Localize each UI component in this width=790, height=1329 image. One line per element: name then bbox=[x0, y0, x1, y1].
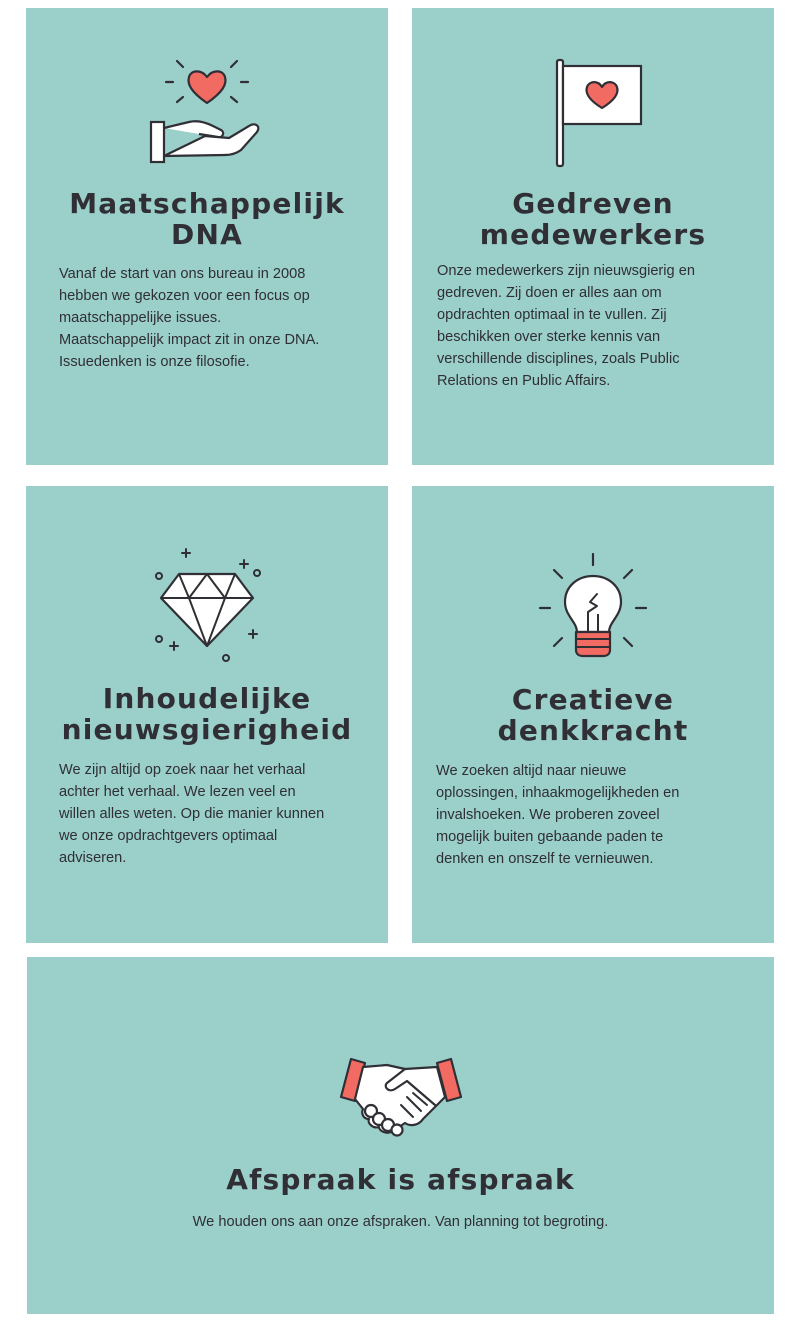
card-text: We zoeken altijd naar nieuwe oplossingen, inhaakmogelijkheden en invalshoeken. We proberen zoveel mogelijk buiten gebaande paden te denken en onszelf te vernieuwen. bbox=[436, 763, 680, 867]
handshake-icon bbox=[27, 1053, 774, 1139]
card-title: Creatieve denkkracht bbox=[497, 683, 689, 747]
card-creatieve-denkkracht bbox=[412, 486, 774, 943]
card-title: Afspraak is afspraak bbox=[226, 1163, 575, 1196]
card-title: Gedreven medewerkers bbox=[479, 187, 707, 251]
card-afspraak-is-afspraak bbox=[27, 957, 774, 1314]
card-text: We zijn altijd op zoek naar het verhaal achter het verhaal. We lezen veel en willen alles weten. Op die manier kunnen we onze opdrachtgevers optimaal adviseren. bbox=[59, 762, 325, 866]
hand-heart-icon bbox=[26, 52, 388, 164]
lightbulb-icon bbox=[412, 552, 774, 662]
card-title: Inhoudelijke nieuwsgierigheid bbox=[61, 682, 353, 746]
card-text: We houden ons aan onze afspraken. Van planning tot begroting. bbox=[192, 1214, 609, 1230]
card-gedreven-medewerkers bbox=[412, 8, 774, 465]
card-maatschappelijk-dna bbox=[26, 8, 388, 465]
card-text: Vanaf de start van ons bureau in 2008 hebben we gekozen voor een focus op maatschappelijke issues. Maatschappelijk impact zit in onze DNA. Issuedenken is onze filosofie. bbox=[59, 266, 320, 370]
flag-heart-icon bbox=[412, 58, 774, 168]
card-text: Onze medewerkers zijn nieuwsgierig en gedreven. Zij doen er alles aan om opdrachten optimaal in te vullen. Zij beschikken over sterke kennis van verschillende disciplines, zoals Public Relations en Public Affairs. bbox=[437, 263, 695, 389]
card-inhoudelijke-nieuwsgierigheid bbox=[26, 486, 388, 943]
diamond-icon bbox=[26, 548, 388, 664]
card-title: Maatschappelijk DNA bbox=[69, 187, 345, 251]
